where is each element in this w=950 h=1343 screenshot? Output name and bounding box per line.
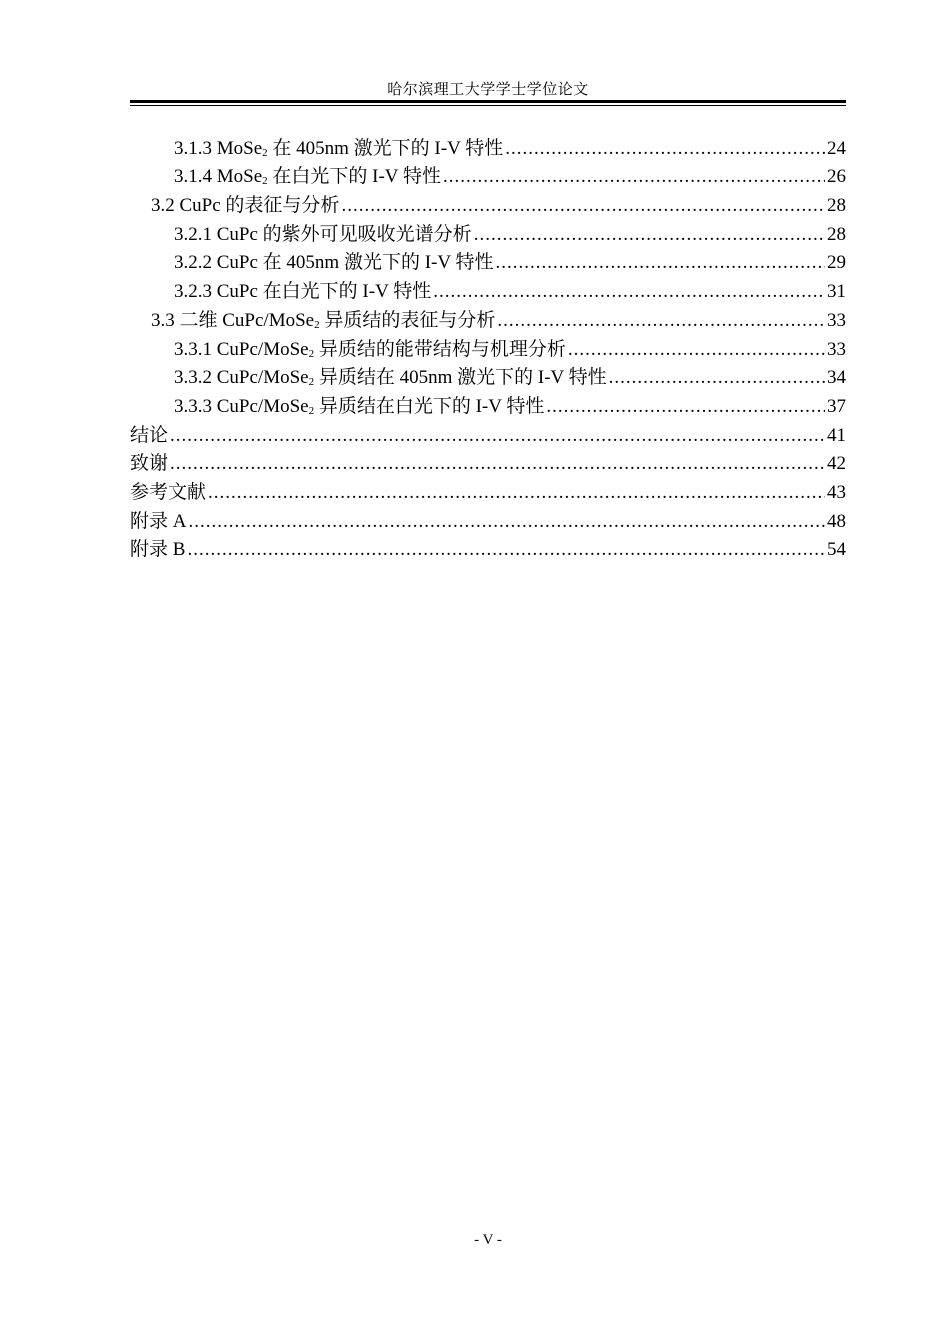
toc-entry-label: 参考文献 [130, 481, 207, 503]
footer-page-number: - V - [474, 1232, 502, 1248]
toc-leader-dots [170, 425, 825, 447]
toc-page-number: 28 [827, 195, 846, 217]
toc-page-number: 34 [827, 367, 846, 389]
toc-leader-dots [609, 367, 825, 389]
header-rule-thin [130, 105, 846, 106]
toc-leader-dots [341, 195, 825, 217]
toc-entry-label: 3.2 CuPc 的表征与分析 [151, 195, 340, 217]
toc-leader-dots [505, 138, 825, 160]
toc-entry-label: 3.3.3 CuPc/MoSe$_2$ 异质结在白光下的 I-V 特性 [174, 395, 545, 417]
toc-entry-label: 3.1.3 MoSe$_2$ 在 405nm 激光下的 I-V 特性 [174, 137, 504, 159]
toc-entry[interactable] [130, 160, 846, 189]
toc-entry[interactable] [130, 131, 846, 160]
toc-entry-label: 3.2.1 CuPc 的紫外可见吸收光谱分析 [174, 223, 472, 245]
toc-page-number: 33 [827, 309, 846, 331]
toc-leader-dots [170, 453, 825, 475]
toc-entry-label: 3.3.1 CuPc/MoSe$_2$ 异质结的能带结构与机理分析 [174, 338, 566, 360]
toc-entry[interactable] [130, 389, 846, 418]
toc-entry-label: 3.2.3 CuPc 在白光下的 I-V 特性 [174, 281, 432, 303]
toc-page-number: 28 [827, 223, 846, 245]
toc-entry[interactable] [130, 533, 846, 562]
toc-entry-label: 致谢 [130, 453, 169, 475]
toc-entry[interactable] [130, 274, 846, 303]
toc-leader-dots [474, 224, 825, 246]
toc-entry[interactable] [130, 303, 846, 332]
toc-entry[interactable] [130, 504, 846, 533]
toc-leader-dots [208, 482, 825, 504]
toc-entry-label: 附录 A [130, 510, 187, 532]
running-header-title: 哈尔滨理工大学学士学位论文 [387, 82, 589, 98]
toc-leader-dots [495, 252, 825, 274]
toc-leader-dots [568, 339, 825, 361]
toc-entry[interactable] [130, 217, 846, 246]
toc-leader-dots [443, 166, 825, 188]
toc-page-number: 48 [827, 510, 846, 532]
toc-entry-label: 附录 B [130, 539, 186, 561]
toc-leader-dots [433, 281, 825, 303]
toc-leader-dots [188, 511, 825, 533]
toc-page-number: 54 [827, 539, 846, 561]
toc-page-number: 31 [827, 281, 846, 303]
toc-entry[interactable] [130, 246, 846, 275]
toc-entry[interactable] [130, 418, 846, 447]
toc-entry[interactable] [130, 188, 846, 217]
toc-entry-label: 结论 [130, 424, 169, 446]
toc-entry-label: 3.3.2 CuPc/MoSe$_2$ 异质结在 405nm 激光下的 I-V 特性 [174, 367, 607, 389]
toc-leader-dots [187, 539, 825, 561]
toc-page-number: 37 [827, 395, 846, 417]
toc-page-number: 43 [827, 481, 846, 503]
toc-page-number: 26 [827, 166, 846, 188]
toc-entry[interactable] [130, 332, 846, 361]
toc-entry[interactable] [130, 475, 846, 504]
toc-page-number: 41 [827, 424, 846, 446]
toc-page-number: 29 [827, 252, 846, 274]
toc-page-number: 42 [827, 453, 846, 475]
toc-entry-label: 3.2.2 CuPc 在 405nm 激光下的 I-V 特性 [174, 252, 494, 274]
toc-entry-label: 3.1.4 MoSe$_2$ 在白光下的 I-V 特性 [174, 166, 441, 188]
toc-page-number: 24 [827, 137, 846, 159]
toc-leader-dots [546, 396, 825, 418]
toc-entry[interactable] [130, 447, 846, 476]
toc-entry[interactable] [130, 361, 846, 390]
table-of-contents [130, 131, 846, 561]
header-rule-thick [130, 100, 846, 103]
toc-leader-dots [497, 310, 825, 332]
toc-entry-label: 3.3 二维 CuPc/MoSe$_2$ 异质结的表征与分析 [151, 309, 496, 331]
toc-page-number: 33 [827, 338, 846, 360]
